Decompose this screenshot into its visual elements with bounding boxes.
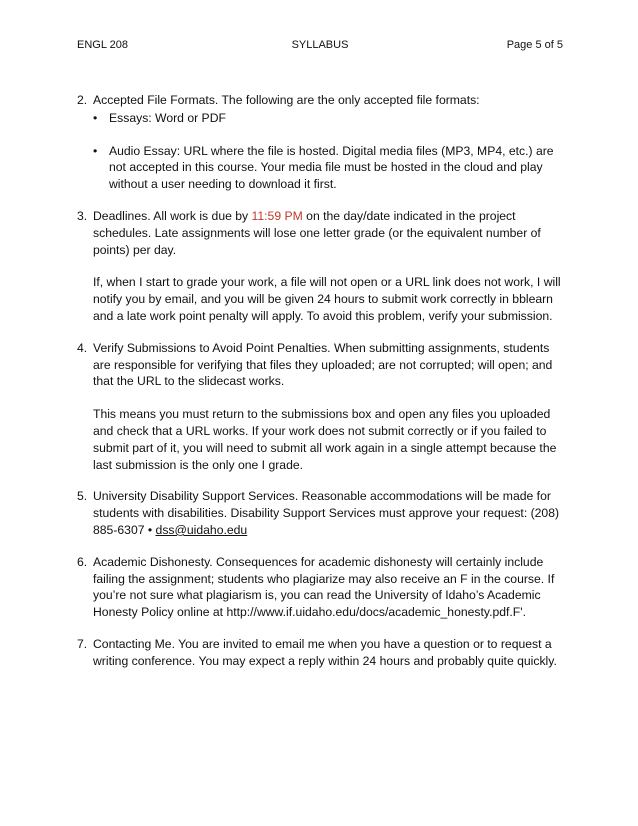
- item-text: Verify Submissions to Avoid Point Penalties. When submitting assignments, students are responsible for verifying that files they uploaded; are not corrupted; will open; and that the URL to the slidecast works.: [93, 340, 553, 389]
- list-item-file-formats: [77, 92, 567, 193]
- file-format-bullets: [93, 110, 567, 193]
- item-number: 2.: [77, 93, 88, 107]
- page-header: [77, 38, 563, 54]
- item-text: Accepted File Formats. The following are the only accepted file formats:: [93, 93, 480, 107]
- item-paragraph: If, when I start to grade your work, a file will not open or a URL link does not work, I will notify you by email, and you will be given 24 hours to submit work correctly in bblearn and a late work point penalty will apply. To avoid this problem, verify your submission.: [93, 275, 561, 323]
- deadline-time: 11:59 PM: [251, 208, 303, 223]
- course-code: ENGL 208: [77, 39, 128, 51]
- list-item-verify-submissions: [77, 340, 567, 474]
- item-number: 4.: [77, 340, 88, 355]
- bullet-icon: •: [93, 110, 98, 125]
- bullet-icon: •: [93, 143, 98, 158]
- item-number: 5.: [77, 489, 88, 504]
- deadline-text-after: on the day/date indicated in the project schedules. Late assignments will lose one letter grade (or the equivalent number of points) per day.: [93, 208, 541, 257]
- deadline-text-before: Deadlines. All work is due by: [93, 208, 252, 223]
- item-number: 3.: [77, 208, 88, 223]
- item-number: 6.: [77, 554, 88, 569]
- item-text: [93, 488, 567, 538]
- bullet-text: Essays: Word or PDF: [109, 110, 226, 125]
- list-item-disability-services: [77, 488, 567, 538]
- list-item-contacting-me: [77, 636, 567, 670]
- item-paragraph: This means you must return to the submissions box and open any files you uploaded and check that a URL works. If your work does not submit correctly or if you failed to submit part of it, you will need to submit all work again in a single attempt because the last submission is the only one I grade.: [93, 407, 557, 472]
- disability-text: University Disability Support Services. Reasonable accommodations will be made for students with disabilities. Disability Support Services must approve your request: (208) 885-6307 •: [93, 489, 560, 537]
- list-item-academic-dishonesty: [77, 554, 567, 621]
- bullet-text: Audio Essay: URL where the file is hosted. Digital media files (MP3, MP4, etc.) are not accepted in this course. Your media file must be hosted in the cloud and play without a user needing to download it first.: [109, 143, 554, 192]
- list-item-deadlines: [77, 208, 567, 325]
- bullet-item: [93, 143, 567, 193]
- page-number: Page 5 of 5: [506, 39, 563, 51]
- document-title: SYLLABUS: [291, 39, 349, 51]
- item-text: [93, 208, 567, 258]
- bullet-item: [93, 110, 567, 127]
- item-text: Contacting Me. You are invited to email me when you have a question or to request a writing conference. You may expect a reply within 24 hours and probably quite quickly.: [93, 636, 557, 668]
- syllabus-content: [77, 92, 567, 685]
- item-number: 7.: [77, 636, 88, 651]
- item-text: Academic Dishonesty. Consequences for academic dishonesty will certainly include failing the assignment; students who plagiarize may also receive an F in the course. If you’re not sure what plagiarism is, you can read the University of Idaho’s Academic Honesty Policy online at http://www.if.uidaho.edu/docs/academic_honesty.pdf.F'.: [93, 554, 555, 620]
- email-link[interactable]: dss@uidaho.edu: [155, 522, 248, 537]
